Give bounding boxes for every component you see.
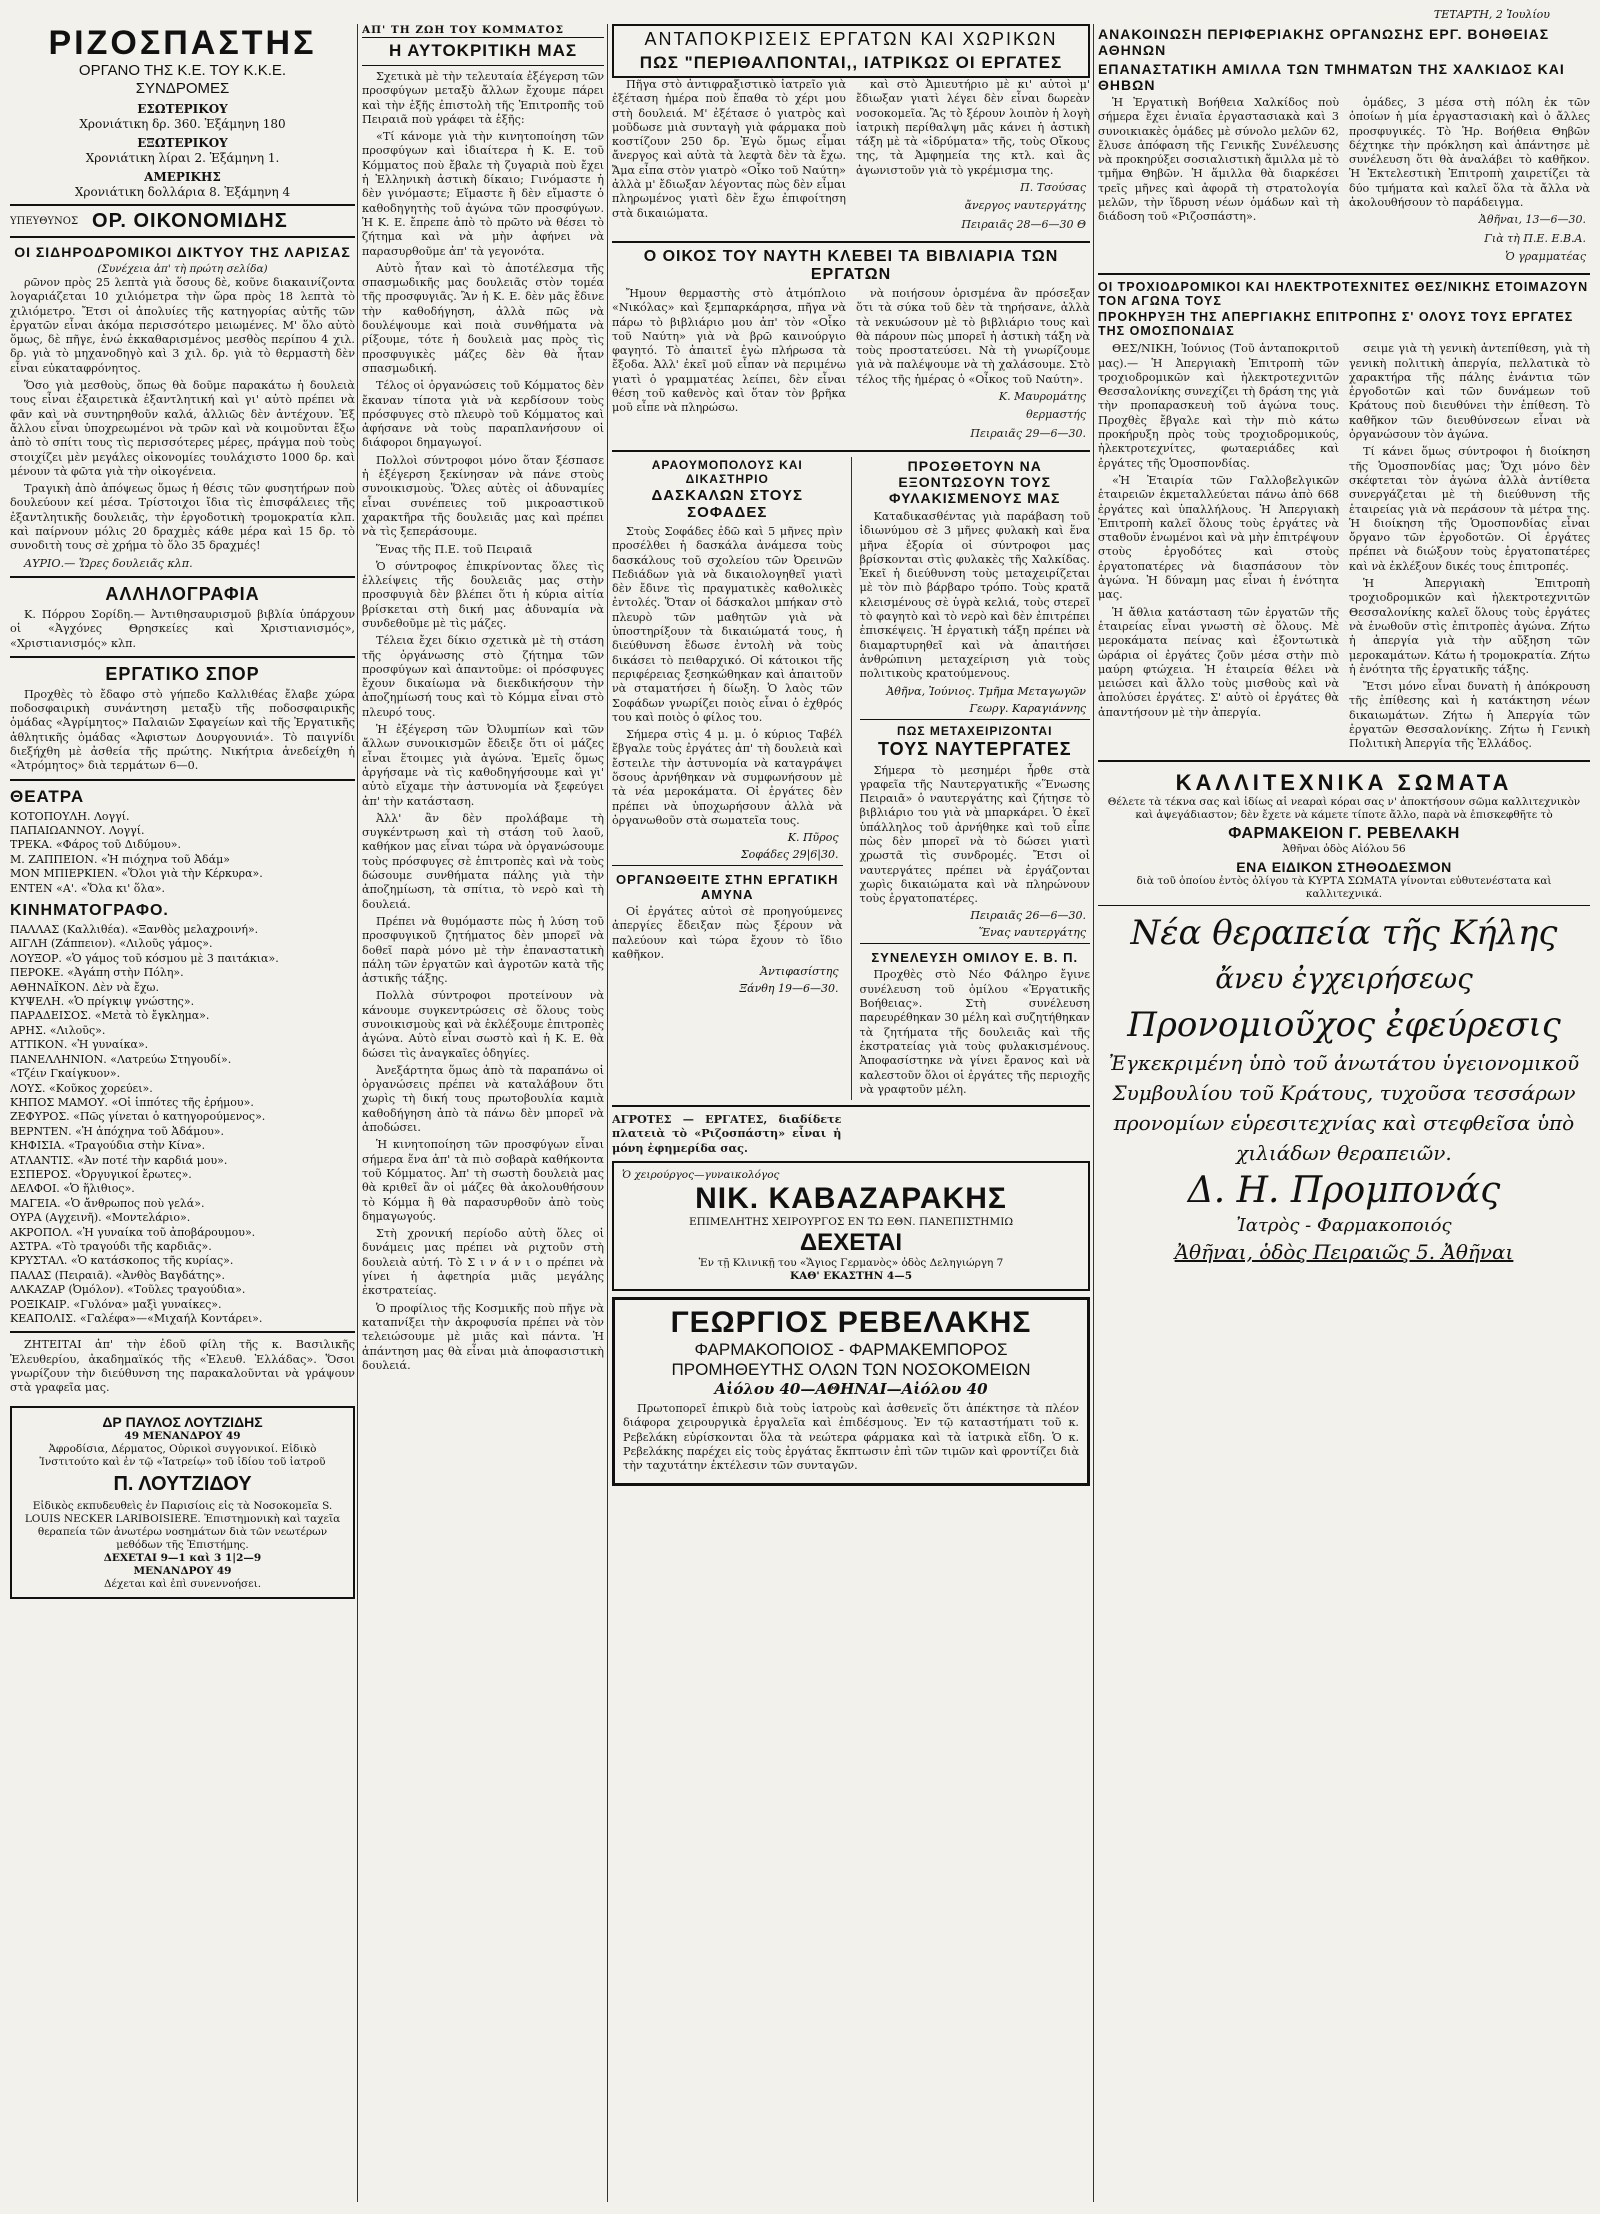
sailors-article-title: Ο ΟΙΚΟΣ ΤΟΥ ΝΑΥΤΗ ΚΛΕΒΕΙ ΤΑ ΒΙΒΛΙΑΡΙΑ ΤΩΝ ΕΡΓΑΤΩΝ	[643, 247, 1059, 283]
foreign-heading: ΕΞΩΤΕΡΙΚΟΥ	[137, 136, 228, 150]
divider	[612, 450, 1090, 452]
cinema-listing: ΑΣΤΡΑ. «Τὸ τραγούδι τῆς καρδιᾶς».	[10, 1239, 212, 1253]
distribution-notice: ΑΓΡΟΤΕΣ — ΕΡΓΑΤΕΣ, διαδίδετε πλατειὰ τὸ «Ριζοσπάστη» εἶναι ἡ μόνη ἐφημερίδα σας.	[612, 1112, 842, 1155]
ad-corset-text: διὰ τοῦ ὁποίου ἐντὸς ὀλίγου τὰ ΚΥΡΤΑ ΣΩΜΑΤΑ γίνονται εὐθυτενέστατα καὶ καλλιτεχνικά.	[1136, 874, 1552, 900]
divider	[612, 241, 1090, 243]
cinema-listing: ΠΕΡΟΚΕ. «Ἀγάπη στὴν Πόλη».	[10, 966, 184, 980]
cinema-listing: ΑΚΡΟΠΟΛ. «Ἡ γυναίκα τοῦ ἀποβάρουμου».	[10, 1225, 256, 1239]
newspaper-title: ΡΙΖΟΣΠΑΣΤΗΣ	[48, 24, 317, 62]
issue-date: ΤΕΤΑΡΤΗ, 2 Ἰουλίου	[1433, 8, 1550, 21]
paragraph: Ἡ Ἀπεργιακὴ Ἐπιτροπὴ τροχιοδρομικῶν καὶ ἠλεκτροτεχνιτῶν Θεσσαλονίκης καλεῖ ὅλους τοὺς ἐργάτες νὰ ἑνωθοῦν στὶς ἐπιτροπὲς ἀγώνα. Ζήτω ἡ ἀπεργία γιὰ τὴν αὔξηση τῶν μεροκαμάτων. Κάτω ἡ τρομοκρατία. Ζήτω ἡ ἑνότητα τῆς ἐργατικῆς τάξης.	[1349, 577, 1590, 676]
cinema-listing: ΑΘΗΝΑΪΚΟΝ. Δὲν νὰ ἔχω.	[10, 980, 159, 994]
cinema-listing: ΟΥΡΑ (Αγχεινῆ). «Μοντελάριο».	[10, 1211, 191, 1225]
paragraph: Πρέπει νὰ θυμόμαστε πὼς ἡ λύση τοῦ προσφυγικοῦ ζητήματος δὲν μπορεῖ νὰ δοθεῖ παρὰ μόνο μὲ τὴν ἐπαναστατικὴ πάλη τῶν ἐργατῶν καὶ ἀγροτῶν κατὰ τῆς ἀστικῆς τάξης.	[362, 914, 604, 986]
ad-surgeon-address: Ἐν τῇ Κλινικῇ του «Ἅγιος Γερμανὸς» ὁδὸς Δεληγιώργη 7	[698, 1257, 1004, 1270]
dateline: Πειραιᾶς 28—6—30 Θ	[961, 217, 1086, 231]
hernia-ad-line-5: Δ. Η. Προμπονάς	[1187, 1169, 1501, 1211]
ad-doctor-text: Ἀφροδίσια, Δέρματος, Οὐρικοὶ συγγονικοί. Εἰδικὸ Ἰνστιτούτο καὶ ἐν τῷ «Ἰατρείῳ» τοῦ ἰδίου τοῦ ἰατροῦ	[39, 1442, 326, 1468]
paragraph: ρῶνον πρὸς 25 λεπτὰ γιὰ ὅσους δὲ, κοῦνε διακαινίζοντα λογαριάζεται 10 χιλιόμετρα τὴν ὥρα πρὸς 18 λεπτὰ τὸ χιλιόμετρο. Ἔτσι οἱ ἀπολυίες τῆς κατηγορίας αὐτῆς τῶν ἐργατῶν εἶναι ἀκόμα περισσότερο μειωμένες. Μ' ὅλο αὐτὸ ὅμως, δὲ πῆγε, ἐνώ ἐκκαθαρισμένος μεσθὸς περίπου 4 χιλ. δρ. γιὰ τὸ μηχανοδηγὸ καὶ 3 χιλ. δρ. γιὰ τὸ θερμαστὴ δὲν εἶναι εὐκαταφρόνητος.	[10, 276, 355, 375]
masthead	[10, 24, 355, 206]
cinema-listing: ΛΟΥΣ. «Κοῦκος χορεύει».	[10, 1081, 153, 1095]
paragraph: Ὅσο γιὰ μεσθοὺς, ὅπως θὰ δοῦμε παρακάτω ἡ δουλειὰ τους εἶναι ἐξαιρετικὰ ἐξαντλητική καὶ γι' αὐτὸ πρέπει νὰ φᾶν καὶ νὰ συντηρηθοῦν καλά, ἀλλιῶς δὲν ἀντέχουν. Ἐξ ἄλλου εἶναι ὑποχρεωμένοι νὰ τρῶν καὶ νὰ κοιμοῦνται ἔξω ἀπὸ τὸ σπίτι τους τὶς περισσότερες μέρες, πράγμα ποὺ τοὺς στοιχίζει μὲν μεγάλες οἰκονομίες τουλάχιστο 1000 δρ. καὶ μένουν τὰ φῶτα γιὰ τὴν οἰκογένεια.	[10, 379, 355, 478]
paragraph: Ἀλλ' ἂν δὲν προλάβαμε τὴ συγκέντρωση καὶ τὴ στάση τοῦ λαοῦ, καθήκον μας εἶναι τώρα νὰ ὀργανώσουμε τοὺς πρόσφυγες σὲ ἐπιτροπὲς καὶ νὰ τοὺς δώσουμε συνθήματα πάλης γιὰ τὴν ἀποζημίωση, τὰ σπίτια, τὸ νερὸ καὶ τὴ δουλειά.	[362, 811, 604, 911]
paragraph: Σχετικὰ μὲ τὴν τελευταία ἐξέγερση τῶν προσφύγων μεταξὺ ἄλλων ἔχουμε πάρει καὶ τὴν ἑξῆς ἐπιστολὴ τῆς Ἐπιτροπῆς τοῦ Πειραιᾶ ποὺ γράφει τὰ ἑξῆς:	[362, 70, 604, 126]
sport-title: ΕΡΓΑΤΙΚΟ ΣΠΟΡ	[105, 663, 260, 684]
foreign-price: Χρονιάτικη λίραι 2. Ἑξάμηνη 1.	[85, 151, 280, 165]
self-criticism-title: Η ΑΥΤΟΚΡΙΤΙΚΗ ΜΑΣ	[388, 41, 578, 60]
correspondence-banner	[612, 24, 1090, 78]
two-column-section	[612, 457, 1090, 1100]
paragraph: Ἤμουν θερμαστὴς στὸ ἀτμόπλοιο «Νικόλας» καὶ ξεμπαρκάρησα, πῆγα νὰ πάρω τὸ βιβλιάριο μου ἀπ' τὸν «Οἶκο τοῦ Ναύτη» γιὰ νὰ βρῶ καινούργιο φαγητό. Τὸ ἀπαιτεῖ ἐγὼ πλήρωσα τὰ ἔξοδα. Ἀλλ' ἐκεῖ μοῦ εἶπαν νὰ περιμένω γιατὶ ὁ γραμματέας λείπει, δὲν εἶναι θέση τοῦ καθενὸς καὶ ὅταν τὸν βρῆκα μοῦ εἶπε νὰ πληρώσω.	[612, 286, 846, 415]
column-3	[612, 24, 1090, 2204]
hernia-ad-line-6: Ἰατρὸς - Φαρμακοποιός	[1236, 1214, 1452, 1236]
divider	[860, 943, 1091, 944]
ad-corset-title: ΕΝΑ ΕΙΔΙΚΟΝ ΣΤΗΘΟΔΕΣΜΟΝ	[1236, 858, 1452, 875]
sub-column-left	[612, 457, 843, 1100]
paragraph: Στὴ χρονική περίοδο αὐτὴ ὅλες οἱ δυνάμεις μας πρέπει νὰ ριχτοῦν στὴ δουλειὰ αὐτή. Τὸ Σ ι ν ά ν ι ο πρέπει νὰ γίνει ἡ ἀφετηρία μιᾶς μεγάλης ἐκστρατείας.	[362, 1227, 604, 1298]
paragraph: Ὁ σύντροφος ἐπικρίνοντας ὅλες τὶς ἐλλείψεις τῆς δουλειᾶς μας στὴν προσφυγιὰ δὲν βλέπει ὅτι ἡ κύρια αἰτία βρίσκεται στὴ δική μας ἀδυναμία νὰ συνδεθοῦμε μὲ τὶς μάζες.	[362, 559, 604, 630]
ad-pharmacy-name: ΦΑΡΜΑΚΕΙΟΝ Γ. ΡΕΒΕΛΑΚΗ	[1228, 824, 1460, 842]
aid-announcement-title: ΑΝΑΚΟΙΝΩΣΗ ΠΕΡΙΦΕΡΙΑΚΗΣ ΟΡΓΑΝΩΣΗΣ ΕΡΓ. ΒΟΗΘΕΙΑΣ ΑΘΗΝΩΝ	[1098, 26, 1550, 58]
ad-pharmacy-address: Ἀθῆναι ὁδὸς Αἰόλου 56	[1282, 842, 1406, 855]
cinema-title: ΚΙΝΗΜΑΤΟΓΡΑΦΟ.	[10, 902, 169, 920]
divider	[10, 656, 355, 658]
paragraph: Αὐτὸ ἦταν καὶ τὸ ἀποτέλεσμα τῆς σπασμωδικῆς μας δουλειᾶς στὸν τομέα τῆς προσφυγιᾶς. Ἂν ἡ Κ. Ε. δὲν μᾶς ἔδινε τὴν καθοδήγηση, ἀλλὰ πῶς νὰ δουλέψουμε καὶ ποιὰ συνθήματα νὰ ρίξουμε, τότε ἡ δουλειὰ μας πρὸς τὶς προσφυγικὲς μάζες δὲν θὰ ἦταν σπασμωδική.	[362, 261, 604, 375]
paragraph: Καταδικασθέντας γιὰ παράβαση τοῦ ἰδιωνύμου σὲ 3 μῆνες φυλακὴ καὶ ἕνα μῆνα ἐξορία οἱ σύντροφοι μας βρίσκονται στὶς φυλακὲς τῆς Χαλκίδας. Ἐκεῖ ἡ διεύθυνση τοὺς μεταχειρίζεται μὲ τὸν πιὸ βάρβαρο τρόπο. Τοὺς κρατᾶ κλεισμένους σὲ ὑγρὰ κελιά, τοὺς στερεῖ τὸ φαγητὸ καὶ τὸ νερὸ καὶ δὲν ἐπιτρέπει ἐπισκέψεις. Ἡ ἐργατικὴ τάξη πρέπει νὰ διαμαρτυρηθεῖ καὶ νὰ ἀπαιτήσει ἀνθρώπινη μεταχείριση γιὰ τοὺς πολιτικοὺς κρατούμενους.	[859, 509, 1090, 681]
hernia-ad-line-3: Προνομιοῦχος ἐφεύρεσις	[1127, 1004, 1561, 1045]
theatre-listing: Μ. ΖΑΠΠΕΙΟΝ. «Ἡ πιόχηνα τοῦ Ἀδάμ»	[10, 852, 230, 866]
ad-pharmacist-text: Πρωτοπορεῖ ἐπικρὺ διὰ τοὺς ἰατροὺς καὶ ἀσθενεῖς ὅτι ἀπέκτησε τὰ πλέον διάφορα χειρουργικὰ ἐργαλεῖα καὶ ἐπιδέσμους. Ἐν τῷ καταστήματι τοῦ κ. Ρεβελάκη εὑρίσκονται ὅλα τὰ νεώτερα φάρμακα καὶ τὰ ἰατρικὰ εἴδη. Ὁ κ. Ρεβελάκης παρέχει εἰς τοὺς ἐργάτας ἔκπτωσιν ἐπὶ τῶν τιμῶν καὶ φροντίζει διὰ τὴν ταχυτάτην ἐκτέλεσιν τῶν συνταγῶν.	[623, 1402, 1079, 1473]
signature: Ἕνας ναυτεργάτης	[978, 926, 1086, 940]
theatre-listing: ΕΝΤΕΝ «Α'. «Ὅλα κι' ὅλα».	[10, 881, 166, 895]
domestic-heading: ΕΣΩΤΕΡΙΚΟΥ	[137, 102, 228, 116]
ad-doctor-name-2: Π. ΛΟΥΤΖΙΔΟΥ	[113, 1472, 252, 1495]
ad-surgeon-name: ΝΙΚ. ΚΑΒΑΖΑΡΑΚΗΣ	[695, 1182, 1007, 1216]
domestic-price: Χρονιάτικη δρ. 360. Ἑξάμηνη 180	[79, 117, 286, 131]
ad-doctor-address-2: ΜΕΝΑΝΔΡΟΥ 49	[133, 1564, 232, 1577]
divider	[1098, 905, 1590, 906]
paragraph: Ἡ ἐξέγερση τῶν Ὀλυμπίων καὶ τῶν ἄλλων συνοικισμῶν ἔδειξε ὅτι οἱ μάζες εἶναι ἕτοιμες γιὰ ἀγώνα. Ἐμεῖς ὅμως ἀργήσαμε νὰ τὶς καθοδηγήσουμε καὶ γι' αὐτὸ εἴχαμε τὴν ἀστυνομία νὰ ξεφεύγει ἀπ' τὴν κατάσταση.	[362, 723, 604, 808]
ad-pharmacist-name: ΓΕΩΡΓΙΟΣ ΡΕΒΕΛΑΚΗΣ	[670, 1306, 1032, 1340]
aid-emulation-title: ΕΠΑΝΑΣΤΑΤΙΚΗ ΑΜΙΛΛΑ ΤΩΝ ΤΜΗΜΑΤΩΝ ΤΗΣ ΧΑΛΚΙΔΟΣ ΚΑΙ ΘΗΒΩΝ	[1098, 61, 1565, 93]
paragraph: Τέλεια ἔχει δίκιο σχετικὰ μὲ τὴ στάση τῆς ὀργάνωσης στὸ ζήτημα τῶν προσφύγων καὶ ἀπαντοῦμε: οἱ πρόσφυγες ἔχουν δικαίωμα νὰ διεκδικήσουν τὴν ἀποζημίωσή τους καὶ τὸ Κόμμα εἶναι στὸ πλευρό τους.	[362, 634, 604, 719]
cinema-listing: ΚΡΥΣΤΑΛ. «Ὁ κατάσκοπος τῆς κυρίας».	[10, 1254, 234, 1268]
paragraph: Πῆγα στὸ ἀντιφραξιστικὸ ἰατρεῖο γιὰ ἐξέταση ἡμέρα ποὺ ἔπαθα τὸ χέρι μου στὴ δουλειά. Μ' ἐξέτασε ὁ γιατρὸς καὶ μοῦδωσε μιὰ συνταγὴ γιὰ φάρμακα ποὺ κοστίζουν 250 δρ. Ἐγὼ ὅμως εἶμαι ἄνεργος καὶ αὐτὰ τὰ λεφτὰ δὲν τὰ ἔχω. Ἄμα εἶπα στὸν γιατρὸ «Οἶκο τοῦ Ναύτη» ἀλλὰ μ' ἔδιωξαν λέγοντας πὼς δὲν εἶμαι πληρωμένος γιατὶ δὲν ἔχω ἐπιφοίτηση στὰ δικαιώματα.	[612, 78, 846, 220]
paragraph: Σήμερα στὶς 4 μ. μ. ὁ κύριος Ταβέλ ἔβγαλε τοὺς ἐργάτες ἀπ' τὴ δουλειὰ καὶ ἔστειλε τὴν ἀστυνομία νὰ καταγράψει ὅσους ἀρνήθηκαν νὰ συμφωνήσουν μὲ τὰ νέα μεροκάματα. Οἱ ἐργάτες δὲν πρέπει νὰ ὑποχωρήσουν ἀλλὰ νὰ ὀργανωθοῦν στὰ σωματεῖα τους.	[612, 728, 843, 827]
sub-column-right	[860, 457, 1091, 1100]
theatre-listing: ΜΟΝ ΜΠΙΕΡΚΙΕΝ. «Ὅλοι γιὰ τὴν Κέρκυρα».	[10, 867, 263, 881]
ad-surgeon-days: ΚΑΘ' ΕΚΑΣΤΗΝ 4—5	[789, 1270, 913, 1283]
theatre-title: ΘΕΑΤΡΑ	[10, 786, 85, 806]
paragraph: Προχθὲς στὸ Νέο Φάληρο ἔγινε συνέλευση τοῦ ὁμίλου «Ἐργατικῆς Βοήθειας». Στὴ συνέλευση παρευρέθηκαν 30 μέλη καὶ συζητήθηκαν τὰ ζητήματα τῆς δουλειᾶς καὶ τῆς ἐκστρατείας γιὰ τοὺς φυλακισμένους. Ἀποφασίστηκε νὰ γίνει ἔρανος καὶ νὰ καλεστοῦν ὅλοι οἱ ἐργάτες τῆς περιοχῆς νὰ γραφτοῦν μέλη.	[859, 968, 1090, 1096]
page-header	[350, 8, 1590, 22]
cinema-listing: ΚΕΑΠΟΛΙΣ. «Γαλέφα»—«Μιχαήλ Κοντάρει».	[10, 1312, 263, 1326]
ad-doctor-note: Δέχεται καὶ ἐπὶ συνεννοήσει.	[103, 1577, 262, 1590]
column-2	[362, 24, 604, 2204]
column-4	[1098, 24, 1590, 2204]
cinema-listing: ΕΣΠΕΡΟΣ. «Ὀργυγικοί ἔρωτες».	[10, 1167, 192, 1181]
pharmacist-ad	[612, 1297, 1090, 1485]
sailors-treatment-title-1: ΠΩΣ ΜΕΤΑΧΕΙΡΙΖΟΝΤΑΙ	[897, 723, 1053, 738]
signature-role: θερμαστής	[1026, 408, 1086, 422]
signature: Γιὰ τὴ Π.Ε. Ε.Β.Α.	[1484, 231, 1586, 245]
cinema-listing: ΑΛΚΑΖΑΡ (Ὀμόλον). «Τοῦλες τραγούδια».	[10, 1283, 246, 1297]
signature: Π. Τσούσας	[1020, 181, 1086, 195]
america-price: Χρονιάτικη δολλάρια 8. Ἑξάμηνη 4	[74, 185, 291, 199]
hernia-ad-line-7: Ἀθῆναι, ὁδὸς Πειραιῶς 5. Ἀθῆναι	[1174, 1239, 1514, 1264]
america-heading: ΑΜΕΡΙΚΗΣ	[144, 170, 221, 184]
paragraph: Ἡ κινητοποίηση τῶν προσφύγων εἶναι σήμερα ἕνα ἀπ' τὰ πιὸ σοβαρὰ καθήκοντα τοῦ Κόμματος. Ἀπ' τὴ σωστὴ δουλειὰ μας θὰ κριθεῖ ἂν οἱ μάζες θὰ ἀκολουθήσουν τὸ Κόμμα ἢ θὰ παρασυρθοῦν ἀπὸ τοὺς δημαγωγούς.	[362, 1138, 604, 1223]
organize-title: ΟΡΓΑΝΩΘΕΙΤΕ ΣΤΗΝ ΕΡΓΑΤΙΚΗ ΑΜΥΝΑ	[615, 872, 839, 903]
subscriptions-heading: ΣΥΝΔΡΟΜΕΣ	[135, 80, 230, 97]
paragraph: ὁμάδες, 3 μέσα στὴ πόλη ἐκ τῶν ὁποίων ἡ μία ἐργαστασιακὴ καὶ ὁ ἄλλες προσφυγικές. Τὸ Ἡρ. Βοήθεια Θηβῶν δέχτηκε τὴν πρόκληση καὶ ἀπάντησε μὲ συνέλευση ὅτι θὰ ἀναλάβει τὸ καθῆκον. Ἡ Ἐκτελεστικὴ Ἐπιτροπὴ χαιρετίζει τὰ δύο τμήματα καὶ καλεῖ ὅλα τὰ ἄλλα νὰ ἀκολουθήσουν τὸ παράδειγμα.	[1349, 96, 1590, 210]
meeting-title: ΣΥΝΕΛΕΥΣΗ ΟΜΙΛΟΥ Ε. Β. Π.	[871, 950, 1079, 966]
hernia-ad-line-2: ἄνευ ἐγχειρήσεως	[1215, 961, 1473, 995]
ad-surgeon-pre: Ὁ χειρούργος—γυναικολόγος	[622, 1169, 780, 1182]
paragraph: Τραγικὴ ἀπὸ ἀπόψεως ὅμως ἡ θέσις τῶν φυσητήρων ποὺ δουλεύουν κεί μέσα. Τρίστοιχοι ἴδια τὶς ἐπισφάλειες τῆς ἐξαντλητικῆς δουλειᾶς, τὴν ἐργοδοτικὴ τρομοκρατία κλπ. καὶ παίρνουν μόλις 20 δραχμὲς κάθε μέρα καὶ 15 δρ. τὸ συνοδιτὴ τους σὲ χρήμα τὸ ὅλο 35 δραχμές!	[10, 482, 355, 553]
correspondence-banner-title: ΑΝΤΑΠΟΚΡΙΣΕΙΣ ΕΡΓΑΤΩΝ ΚΑΙ ΧΩΡΙΚΩΝ	[644, 29, 1058, 49]
signature-role: Ὁ γραμματέας	[1505, 249, 1586, 263]
ad-doctor-name: ΔΡ ΠΑΥΛΟΣ ΛΟΥΤΖΙΔΗΣ	[102, 1413, 263, 1430]
divider	[860, 719, 1091, 720]
paragraph: Πολλὰ σύντροφοι προτείνουν νὰ κάνουμε συγκεντρώσεις σὲ ὅλους τοὺς συνοικισμοὺς καὶ νὰ ἐκλέξουμε ἐπιτροπὲς ἀγώνα. Αὐτὸ εἶναι σωστὸ καὶ ἡ Κ. Ε. θὰ δώσει τὶς ἀναγκαῖες ὁδηγίες.	[362, 989, 604, 1060]
divider	[1098, 760, 1590, 762]
column-rule	[357, 24, 358, 2202]
cinema-listing: ΜΑΓΕΙΑ. «Ὁ ἄνθρωπος ποὺ γελά».	[10, 1196, 205, 1210]
column-rule	[607, 24, 608, 2202]
cinema-listing: ΚΗΠΟΣ ΜΑΜΟΥ. «Οἱ ἱππότες τῆς ἐρήμου».	[10, 1095, 254, 1109]
dateline: Σοφάδες 29|6|30.	[740, 848, 839, 862]
ad-doctor-text-2: Εἰδικὸς εκπυδευθεὶς ἐν Παρισίοις εἰς τὰ Νοσοκομεῖα S. LOUIS NECKER LARIBOISIERE. Ἐπιστημονικὴ καὶ ταχεῖα θεραπεία τῶν ἀνωτέρω νοσημάτων διὰ τῶν νεωτέρων μεθόδων τῆς Ἐπιστήμης.	[24, 1499, 341, 1551]
dateline: Ἀθῆναι, 13—6—30.	[1478, 213, 1586, 227]
cinema-list	[10, 923, 355, 1326]
divider	[1098, 273, 1590, 275]
rail-article-title: ΟΙ ΣΙΔΗΡΟΔΡΟΜΙΚΟΙ ΔΙΚΤΥΟΥ ΤΗΣ ΛΑΡΙΣΑΣ	[14, 244, 351, 260]
medical-article-title: ΠΩΣ "ΠΕΡΙΘΑΛΠΟΝΤΑΙ,, ΙΑΤΡΙΚΩΣ ΟΙ ΕΡΓΑΤΕΣ	[639, 53, 1063, 72]
sport-text: Προχθὲς τὸ ἔδαφο στὸ γήπεδο Καλλιθέας ἔλαβε χώρα ποδοσφαιρικὴ συνάντηση μεταξὺ τῆς ποδοσφαιρικῆς ὁμάδας «Ἀγρίμητος» Παλαιῶν Σφαγείων καὶ τῆς Ἐργατικῆς ἀθλητικῆς ὁμάδας «Ἀφιστων Δουργουνιά». Τὸ παιγνίδι διεξήχθη μὲ ἀσθεία τῆς πρώτης. Νικήτρια ἀνεδείχθη ἡ «Ἀτρόμητος» διὰ τερμάτων 6—0.	[10, 687, 355, 773]
ad-pharmacist-sub-1: ΦΑΡΜΑΚΟΠΟΙΟΣ - ΦΑΡΜΑΚΕΜΠΟΡΟΣ	[694, 1340, 1008, 1360]
strike-committee-title: ΠΡΟΚΗΡΥΞΗ ΤΗΣ ΑΠΕΡΓΙΑΚΗΣ ΕΠΙΤΡΟΠΗΣ Σ' ΟΛΟΥΣ ΤΟΥΣ ΕΡΓΑΤΕΣ ΤΗΣ ΟΜΟΣΠΟΝΔΙΑΣ	[1098, 310, 1574, 339]
paragraph: Τί κάνει ὅμως σύντροφοι ἡ διοίκηση τῆς Ὁμοσπονδίας μας; Ὄχι μόνο δὲν σκέφτεται τὸν ἀγώνα ἀλλὰ ἀντίθετα συνεργάζεται μὲ τὴ διεύθυνση τῆς ἑταιρείας γιὰ νὰ περάσουν τὰ μέτρα της. Ἡ διοίκηση τῆς Ὁμοσπονδίας εἶναι ὄργανο τῶν ἐργοδοτῶν. Οἱ ἐργάτες πρέπει νὰ διώξουν τοὺς ἐργατοπατέρες καὶ νὰ ἐκλέξουν δικές τους ἐπιτροπές.	[1349, 445, 1590, 573]
cinema-listing: ΑΤΛΑΝΤΙΣ. «Ἀν ποτέ τὴν καρδιά μου».	[10, 1153, 228, 1167]
strike-article	[1098, 342, 1590, 754]
divider	[362, 65, 604, 66]
medical-article	[612, 78, 1090, 236]
cinema-listing: ΚΗΦΙΣΙΑ. «Τραγούδια στὴν Κίνα».	[10, 1139, 206, 1153]
cinema-listing: ΑΡΗΣ. «Λιλοῦς».	[10, 1023, 106, 1037]
paragraph: Ἀνεξάρτητα ὅμως ἀπὸ τὰ παραπάνω οἱ ὀργανώσεις πρέπει νὰ καταλάβουν ὅτι χωρὶς τὴ δική τους πρωτοβουλία καμιὰ καθοδήγηση ἀπὸ τὰ πάνω δὲν μπορεῖ νὰ ἀποδώσει.	[362, 1063, 604, 1135]
cinema-listing: ΒΕΡΝΤΕΝ. «Ἡ ἀπόχηνα τοῦ Ἀδάμου».	[10, 1124, 224, 1138]
party-life-banner: ΑΠ' ΤΗ ΖΩΗ ΤΟΥ ΚΟΜΜΑΤΟΣ	[362, 24, 604, 38]
divider	[10, 1331, 355, 1333]
paragraph: Σήμερα τὸ μεσημέρι ἦρθε στὰ γραφεῖα τῆς Ναυτεργατικῆς «Ἕνωσης Πειραιᾶ» ὁ ναυτεργάτης καὶ ζήτησε τὸ βιβλιάριο του γιὰ νὰ μπαρκάρει. Ὁ ἐκεῖ ὑπάλληλος τοῦ ἀρνήθηκε καὶ τοῦ εἶπε πὼς δὲν μπορεῖ νὰ τὸ δώσει γιατὶ χρωστᾶ τὶς συνδρομές. Ἔτσι οἱ ναυτεργάτες πρέπει νὰ ἐργάζονται χωρὶς δικαιώματα καὶ νὰ πληρώνουν τοὺς ἐργατοπατέρες.	[859, 763, 1090, 906]
column-1	[10, 24, 355, 2204]
divider	[612, 865, 843, 866]
cinema-listing: ΑΙΓΛΗ (Ζάππειον). «Λιλοῦς γάμος».	[10, 937, 213, 951]
signature: Κ. Μαυρομάτης	[998, 390, 1086, 404]
hernia-ad	[1098, 910, 1590, 1266]
paragraph: Ὁ προφίλιος τῆς Κοσμικῆς ποὺ πῆγε νὰ καταπνίξει τὴν ἀκροφυσία πρέπει νὰ τὸν τελειώσουμε μὲ μιᾶς καὶ πάντα. Ἡ ἀπάντηση μας θὰ εἶναι μιὰ ἀποφασιστικὴ δουλειά.	[362, 1301, 604, 1372]
signature: Κ. Πῦρος	[787, 831, 839, 845]
theatre-listing: ΚΟΤΟΠΟΥΛΗ. Λογγί.	[10, 809, 130, 823]
director-label: ΥΠΕΥΘΥΝΟΣ	[10, 216, 79, 227]
director-name: ΟΡ. ΟΙΚΟΝΟΜΙΔΗΣ	[92, 210, 288, 232]
surgeon-ad	[612, 1161, 1090, 1291]
divider	[10, 779, 355, 781]
self-criticism-body	[362, 70, 604, 1373]
prisoners-title: ΠΡΟΣΘΕΤΟΥΝ ΝΑ ΕΞΟΝΤΩΣΟΥΝ ΤΟΥΣ ΦΥΛΑΚΙΣΜΕΝΟΥΣ ΜΑΣ	[889, 457, 1061, 506]
cinema-listing: ΛΟΥΞΟΡ. «Ὁ γάμος τοῦ κόσμου μὲ 3 παιτάκια».	[10, 951, 279, 965]
paragraph: «Τί κάνομε γιὰ τὴν κινητοποίηση τῶν προσφύγων καὶ ἰδιαίτερα ἡ Κ. Ε. τοῦ Κόμματος ποὺ ἔβαλε τὴ ζυγαριὰ ποὺ ἔχει ἡ Ἐλληνικὴ ἀστικὴ δίκαιο; Γινόμαστε ἡ δὲν γινόμαστε; Εἴμαστε ἢ δὲν εἴμαστε ὁ καθοδηγητὴς τοῦ ἀγώνα τῶν προσφύγων. Ἡ Κ. Ε. ἔπρεπε ἀπὸ τὸ πρῶτο νὰ θέσει τὸ ζήτημα καὶ νὰ μὴν ἀφήνει νὰ παρασυρθοῦμε ἀπ' τὰ γεγονότα.	[362, 130, 604, 258]
wanted-notice: ΖΗΤΕΙΤΑΙ ἀπ' τὴν ἐδοῦ φίλη τῆς κ. Βασιλικῆς Ἐλευθερίου, ἀκαδημαϊκός τῆς «Ἐλευθ. Ἐλλάδας». Ὅσοι γνωρίζουν τὴν διεύθυνση της παρακαλοῦνται νὰ γράψουν στὰ γραφεῖα μας.	[10, 1338, 355, 1395]
paragraph: Στοὺς Σοφάδες ἐδῶ καὶ 5 μῆνες πρὶν προσέλθει ἡ δασκάλα ἀνάμεσα τοὺς δασκάλους τοῦ σχολείου τῶν Ὀρεινῶν Πεδιάδων γιὰ νὰ δικαιολογηθεῖ γιατὶ δὲν ἔδινε τὶς πραγματικὲς καθολικὲς ἐντολές. Ὅταν οἱ δάσκαλοι μπήκαν στὸ πλευρὸ τῶν μαθητῶν γιὰ νὰ ὑποστηρίξουν τὰ δικαιώματά τους, ἡ διεύθυνση ἔδωσε ἐντολὴ νὰ τοὺς δικάσει τὸ πειθαρχικό. Οἱ κάτοικοι τῆς περιφέρειας ξεσηκώθηκαν καὶ ἀπαιτοῦν νὰ σταματήσει ἡ δίωξη. Ὁ λαὸς τῶν Σοφάδων γνωρίζει ποιὸς εἶναι ὁ ἐχθρός του καὶ ποιὸς ὁ φίλος του.	[612, 524, 843, 724]
doctor-ad	[10, 1406, 355, 1599]
ad-pharmacist-sub-2: ΠΡΟΜΗΘΕΥΤΗΣ ΟΛΩΝ ΤΩΝ ΝΟΣΟΚΟΜΕΙΩΝ	[671, 1360, 1031, 1380]
dateline: Πειραιᾶς 29—6—30.	[970, 426, 1086, 440]
cinema-listing: ΠΑΡΑΔΕΙΣΟΣ. «Μετὰ τὸ ἔγκλημα».	[10, 1009, 210, 1023]
signature-2: Γεωργ. Καραγιάννης	[969, 701, 1086, 715]
ad-surgeon-receives: ΔΕΧΕΤΑΙ	[799, 1229, 903, 1257]
signature: Ἀθῆνα, Ἰούνιος. Τμῆμα Μεταγωγῶν	[886, 684, 1086, 698]
paragraph: Οἱ ἐργάτες αὐτοὶ σὲ προηγούμενες ἀπεργίες ἔδειξαν πὼς ξέρουν νὰ παλεύουν καὶ τώρα ἔχουν τὸ ἴδιο καθῆκον.	[612, 905, 843, 962]
cinema-listing: ΠΑΛΛΑΣ (Καλλιθέα). «Ξανθὸς μελαχροινή».	[10, 923, 259, 937]
cinema-listing: ΡΟΞΙΚΑΙΡ. «Γυλόνα» μαξὶ γυναίκες».	[10, 1297, 222, 1311]
ad-surgeon-sub: ΕΠΙΜΕΛΗΤΗΣ ΧΕΙΡΟΥΡΓΟΣ ΕΝ ΤΩ ΕΘΝ. ΠΑΝΕΠΙΣΤΗΜΙΩ	[688, 1216, 1014, 1229]
ad-doctor-address: 49 ΜΕΝΑΝΔΡΟΥ 49	[124, 1429, 241, 1442]
teachers-title-2: ΔΑΣΚΑΛΩΝ ΣΤΟΥΣ ΣΟΦΑΔΕΣ	[651, 486, 803, 521]
ad-doctor-hours: ΔΕΧΕΤΑΙ 9—1 καὶ 3 1|2—9	[103, 1551, 262, 1564]
paragraph: Ἡ ἄθλια κατάσταση τῶν ἐργατῶν τῆς ἑταιρείας εἶναι γνωστὴ σὲ ὅλους. Μὲ μεροκάματα πείνας καὶ ἐξοντωτικὰ ὡράρια οἱ ἐργάτες ζοῦν μέσα στὴν πιὸ μαύρη φτώχεια. Ἡ ἑταιρεία θέλει νὰ μειώσει καὶ ἄλλο τοὺς μισθοὺς καὶ νὰ ἀπολύσει ἐργάτες. Σ' αὐτὸ οἱ ἐργάτες θὰ ἀπαντήσουν μὲ τὴν ἀπεργία.	[1098, 605, 1339, 719]
cinema-listing: ΔΕΛΦΟΙ. «Ὁ ἥλιθιος».	[10, 1182, 135, 1196]
paragraph: ΑΥΡΙΟ.— Ὥρες δουλειᾶς κλπ.	[24, 556, 193, 570]
rail-article-body	[10, 276, 355, 571]
divider	[612, 1105, 1090, 1107]
theatre-listing: ΤΡΕΚΑ. «Φάρος τοῦ Διδύμου».	[10, 838, 181, 852]
newspaper-subtitle: ΟΡΓΑΝΟ ΤΗΣ Κ.Ε. ΤΟΥ Κ.Κ.Ε.	[78, 62, 287, 79]
ad-artistic-bodies-text: Θέλετε τὰ τέκνα σας καὶ ἰδίως αἱ νεαραὶ κόραι σας ν' ἀποκτήσουν σῶμα καλλιτεχνικὸν καὶ ἀψεγάδιαστον; δὲν ἔχετε νὰ κάμετε τίποτε ἄλλο, παρὰ νὰ ἐπισκεφθῆτε τὸ	[1107, 795, 1581, 821]
signature-role: ἄνεργος ναυτεργάτης	[964, 199, 1086, 213]
theatre-listing: ΠΑΠΑΙΩΑΝΝΟΥ. Λογγί.	[10, 824, 145, 838]
paragraph: «Ἡ Ἐταιρία τῶν Γαλλοβελγικῶν ἑταιρειῶν ἐκμεταλλεύεται πάνω ἀπὸ 668 ἐργάτες καὶ ὑπαλλήλους. Ἡ Ἀπεργιακὴ Ἐπιτροπὴ καλεῖ ὅλους τοὺς ἐργάτες νὰ σταθοῦν ἑνωμένοι καὶ νὰ μὴν ἐπιτρέψουν στοὺς ἐργοδότες καὶ στοὺς ἐργατοπατέρες νὰ διασπάσουν τὸν ἀγώνα. Ἡ δύναμη μας εἶναι ἡ ἑνότητα μας.	[1098, 473, 1339, 602]
paragraph: σειμε γιὰ τὴ γενικὴ ἀντεπίθεση, γιὰ τὴ γενικὴ πολιτικὴ ἀπεργία, πελλατικὰ τὸ χαρακτήρα τῆς πάλης ἐνάντια τῶν ἐργοδοτῶν καὶ τῶν δυνάμεων τοῦ Κράτους ποὺ διευθύνει τὴν ἐπίθεση. Τὸ καθῆκον τῶν διευθύνσεων εἶναι νὰ ὀργανώσουν τὸν ἀγώνα.	[1349, 342, 1590, 442]
signature: Ἀντιφασίστης	[760, 965, 839, 979]
sailors-article	[612, 287, 1090, 445]
rail-article-cont: (Συνέχεια ἀπ' τὴ πρώτη σελίδα)	[97, 263, 268, 275]
teachers-title-1: ΑΡΑΟΥΜΟΠΟΛΟΥΣ ΚΑΙ ΔΙΚΑΣΤΗΡΙΟ	[651, 457, 803, 486]
theatre-list	[10, 810, 355, 896]
cinema-listing: ΠΑΛΑΣ (Πειραιᾶ). «Ἀνθὸς Βαγδάτης».	[10, 1268, 225, 1282]
paragraph: ΘΕΣ/ΝΙΚΗ, Ἰούνιος (Τοῦ ἀνταποκριτοῦ μας).— Ἡ Ἀπεργιακὴ Ἐπιτροπὴ τῶν τροχιοδρομικῶν καὶ ἠλεκτροτεχνιτῶν Θεσσαλονίκης συνεχίζει τὴ δράση της γιὰ τὴν προπαρασκευὴ τοῦ ἀγώνα τους. Προχθὲς ἔβγαλε καὶ τὴν πιὸ κάτω προκήρυξη πρὸς τοὺς τροχιοδρομικούς, ἠλεκτροτεχνίτες, φωταεριάδες καὶ ἐργάτες τῆς Ὁμοσπονδίας.	[1098, 342, 1339, 470]
director-line	[10, 210, 355, 238]
sailors-treatment-title-2: ΤΟΥΣ ΝΑΥΤΕΡΓΑΤΕΣ	[877, 738, 1072, 759]
dateline: Ξάνθη 19—6—30.	[739, 982, 839, 996]
correspondence-text: Κ. Πόρρου Σορίδη.— Ἀντιθησαυρισμοῦ βιβλία ὑπάρχουν οἱ «Ἀγχόνες Θρησκείες καὶ Χριστιανισμός», «Χριστιανισμός» κλπ.	[10, 607, 355, 650]
correspondence-title: ΑΛΛΗΛΟΓΡΑΦΙΑ	[105, 583, 260, 604]
cinema-listing: ΖΕΦΥΡΟΣ. «Πῶς γίνεται ὁ κατηγορούμενος».	[10, 1110, 266, 1124]
paragraph: Πολλοὶ σύντροφοι μόνο ὅταν ξέσπασε ἡ ἐξέγερση ξεκίνησαν νὰ πάνε στοὺς συνοικισμοὺς. Ὅλες αὐτὲς οἱ ἀδυναμίες εἶναι συνέπειες τοῦ μικροαστικοῦ χαρακτῆρα τῆς δουλειᾶς μας καὶ πρέπει νὰ τὶς ξεπεράσουμε.	[362, 453, 604, 539]
paragraph: νὰ ποιήσουν ὁρισμένα ἂν πρόσεξαν ὅτι τὰ σύκα τοῦ δὲν τὰ τηρήσανε, ἀλλὰ τὰ νεκυώσουν μὲ τὸ βιβλιάριο τους καὶ θὰ πάρουν πὼς μπορεῖ ἡ ἀστικὴ τάξη νὰ τοὺς προστατεύσει. Νὰ τὴ γνωρίζουμε γιὰ νὰ παλέψουμε νὰ τὴ χαλάσουμε. Στὸ τέλος τῆς ἡμέρας ὁ «Οἶκος τοῦ Ναύτη».	[856, 286, 1090, 386]
ad-artistic-bodies-title: ΚΑΛΛΙΤΕΧΝΙΚΑ ΣΩΜΑΤΑ	[1175, 769, 1513, 795]
cinema-listing: «Τζέιν Γκαίγκυον».	[10, 1067, 121, 1081]
paragraph: Ἕνας τῆς Π.Ε. τοῦ Πειραιᾶ	[376, 542, 533, 556]
divider	[10, 576, 355, 578]
tram-workers-title: ΟΙ ΤΡΟΧΙΟΔΡΟΜΙΚΟΙ ΚΑΙ ΗΛΕΚΤΡΟΤΕΧΝΙΤΕΣ ΘΕΣ/ΝΙΚΗΣ ΕΤΟΙΜΑΖΟΥΝ ΤΟΝ ΑΓΩΝΑ ΤΟΥΣ	[1098, 280, 1589, 309]
hernia-ad-line-4: Ἐγκεκριμένη ὑπὸ τοῦ ἀνωτάτου ὑγειονομικοῦ Συμβουλίου τοῦ Κράτους, τυχοῦσα τεσσάρων προνομίων εὑρεσιτεχνίας καὶ στεφθεῖσα ὑπὸ χιλιάδων θεραπειῶν.	[1108, 1050, 1580, 1165]
cinema-listing: ΚΥΨΕΛΗ. «Ὁ πρίγκιψ γνώστης».	[10, 995, 195, 1009]
column-rule	[1093, 24, 1094, 2202]
paragraph: Τέλος οἱ ὀργανώσεις τοῦ Κόμματος δὲν ἔκαναν τίποτα γιὰ νὰ κερδίσουν τοὺς πρόσφυγες στὸ πλευρὸ τοῦ Κόμματος καὶ ἀφήσανε νὰ τοὺς παραπλανήσουν οἱ διάφοροι δημαγωγοί.	[362, 379, 604, 450]
paragraph: Ἡ Ἐργατικὴ Βοήθεια Χαλκίδος ποὺ σήμερα ἔχει ἐνιαῖα ἐργαστασιακὰ καὶ 3 συνοικιακὲς ὁμάδες μὲ σύνολο μελῶν 62, ἔλυσε ἀπόφαση τῆς Γενικῆς Συνέλευσης νὰ προκηρύξει σοσιαλιστικὴ ἅμιλλα μὲ τὸ τμῆμα Θηβῶν. Ἡ ἅμιλλα θὰ διαρκέσει τρεῖς μῆνες καὶ ἀφορᾶ τὴ στρατολογία μελῶν, τὴν ἵδρυση νέων ὁμάδων καὶ τὴ διάδοση τοῦ «Ριζοσπάστη».	[1098, 96, 1339, 224]
paragraph: Ἔτσι μόνο εἶναι δυνατὴ ἡ ἀπόκρουση τῆς ἐπίθεσης καὶ ἡ κατάκτηση νέων δικαιωμάτων. Ζήτω ἡ Ἀπεργία τῶν ἐργατῶν Θεσσαλονίκης. Ζήτω ἡ Γενικὴ Πολιτικὴ Ἀπεργία τῆς Ἑλλάδος.	[1349, 680, 1590, 751]
cinema-listing: ΠΑΝΕΛΛΗΝΙΟΝ. «Λατρεύω Στηγουδί».	[10, 1052, 232, 1066]
paragraph: καὶ στὸ Ἀμιευτήριο μὲ κι' αὐτοὶ μ' ἔδιωξαν γιατὶ λέγει δὲν εἶναι δωρεὰν νοσοκομεῖα. Ἂς τὸ ξέρουν λοιπὸν ἡ λογὴ ἰατρικὴ περίθαλψη μᾶς κάνει ἡ ἀστικὴ τάξη μὲ τὰ «ἰδρύματα» τῆς, τοὺς Οἴκους της, τὰ Ἀμφημεία της κτλ. καὶ ἂς ἀγωνιστοῦν γιὰ τὸ γκρέμισμα της.	[856, 78, 1090, 177]
aid-article	[1098, 96, 1590, 268]
sub-column-rule	[851, 457, 852, 1100]
ad-pharmacist-address: Αἰόλου 40—ΑΘΗΝΑΙ—Αἰόλου 40	[714, 1380, 988, 1399]
cinema-listing: ΑΤΤΙΚΟΝ. «Ἡ γυναίκα».	[10, 1038, 149, 1052]
hernia-ad-line-1: Νέα θεραπεία τῆς Κήλης	[1130, 912, 1558, 953]
dateline: Πειραιᾶς 26—6—30.	[970, 909, 1086, 923]
